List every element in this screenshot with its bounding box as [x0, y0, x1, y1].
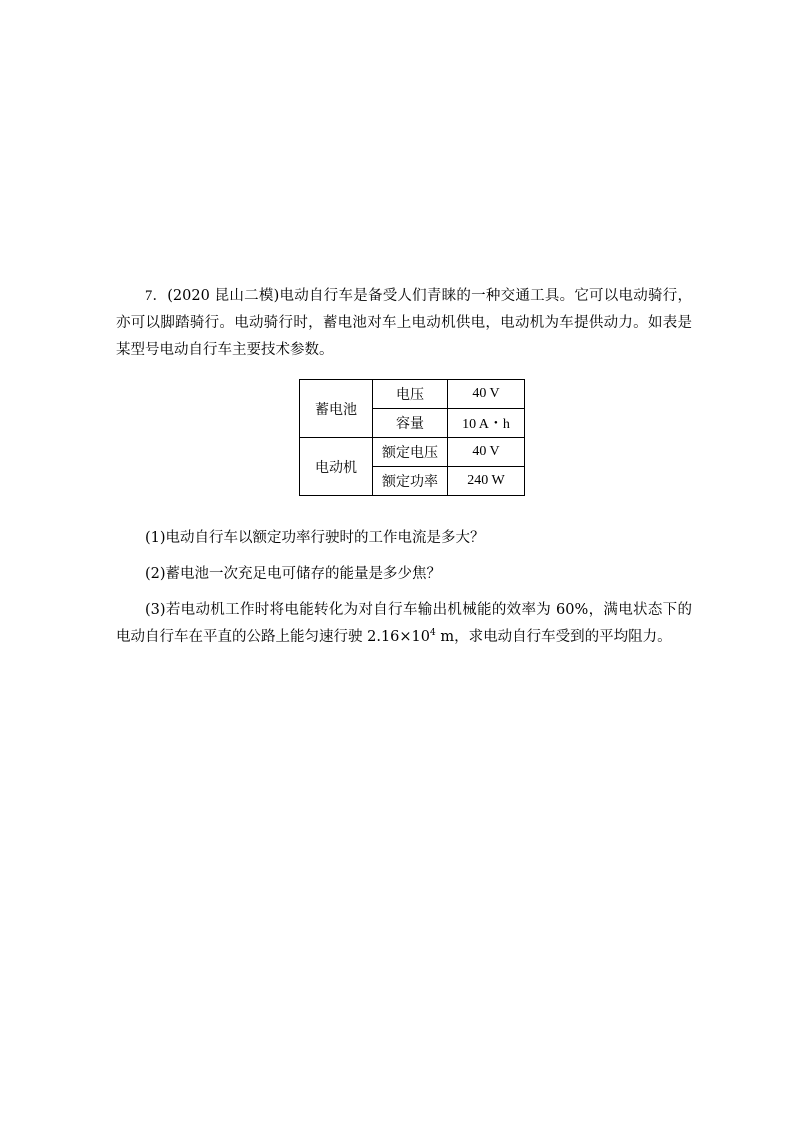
problem-intro-text: 电动自行车是备受人们青睐的一种交通工具。它可以电动骑行，亦可以脚踏骑行。电动骑行时，蓄电池对车上电动机供电，电动机为车提供动力。如表是某型号电动自行车主要技术参数。 [116, 288, 693, 358]
table-cell-param: 额定电压 [373, 438, 448, 467]
motor-group-label: 电动机 [300, 438, 373, 496]
table-cell-param: 电压 [373, 380, 448, 409]
table-cell-param: 额定功率 [373, 467, 448, 496]
question-3-exponent: 4 [430, 628, 436, 639]
spec-table [299, 379, 525, 496]
problem-statement [116, 283, 692, 364]
spec-table-container [299, 379, 525, 496]
table-cell-value: 240 W [448, 467, 525, 496]
problem-intro [116, 283, 692, 364]
table-cell-param: 容量 [373, 409, 448, 438]
table-cell-value: 40 V [448, 438, 525, 467]
problem-source: (2020 昆山二模) [167, 288, 280, 304]
question-3 [116, 597, 692, 651]
question-3-part2: m，求电动自行车受到的平均阻力。 [435, 629, 672, 645]
table-row [300, 438, 525, 467]
table-cell-value: 40 V [448, 380, 525, 409]
question-3-part1: (3)若电动机工作时将电能转化为对自行车输出机械能的效率为 60%，满电状态下的电动自行车在平直的公路上能匀速行驶 2.16×10 [116, 602, 692, 645]
question-1: (1)电动自行车以额定功率行驶时的工作电流是多大？ [145, 530, 485, 546]
problem-number: 7． [145, 288, 168, 304]
question-list [116, 525, 692, 660]
table-cell-value: 10 A・h [448, 409, 525, 438]
battery-group-label: 蓄电池 [300, 380, 373, 438]
question-2: (2)蓄电池一次充足电可储存的能量是多少焦？ [145, 566, 442, 582]
table-row [300, 380, 525, 409]
